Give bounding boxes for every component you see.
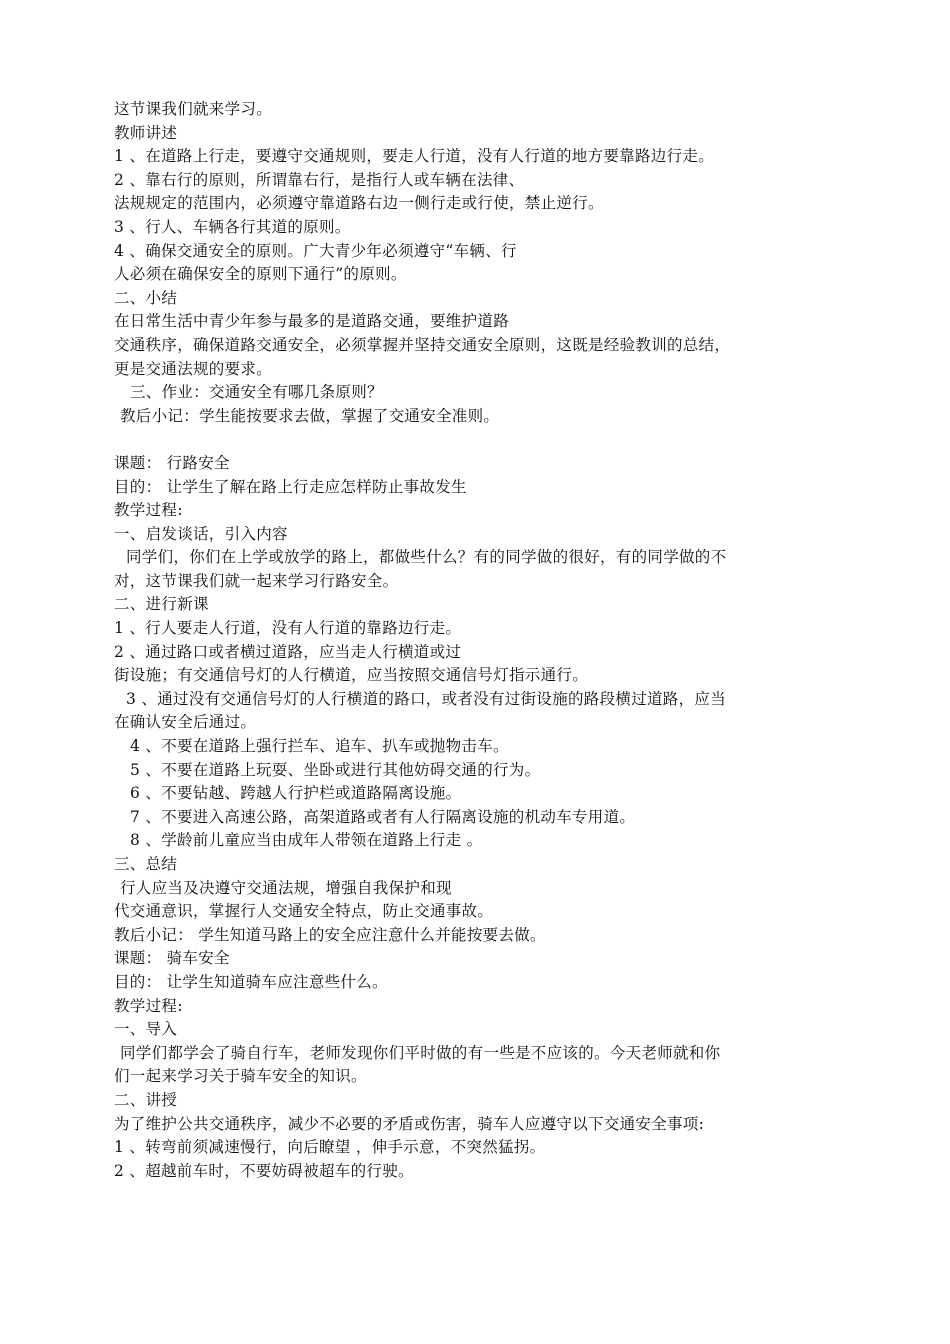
- lesson-goal: 目的： 让学生了解在路上行走应怎样防止事故发生: [114, 477, 467, 496]
- text-line: 代交通意识，掌握行人交通安全特点，防止交通事故。: [114, 902, 494, 921]
- section-heading: 教学过程:: [114, 996, 183, 1015]
- text-line: 4 、不要在道路上强行拦车、追车、扒车或抛物击车。: [130, 737, 509, 756]
- text-line: 人必须在确保安全的原则下通行”的原则。: [114, 265, 407, 284]
- section-heading: 教师讲述: [114, 123, 178, 142]
- blank-line: [114, 428, 838, 452]
- section-heading: 一、导入: [114, 1020, 178, 1039]
- text-line: 7 、不要进入高速公路，高架道路或者有人行隔离设施的机动车专用道。: [130, 807, 636, 826]
- text-line: 1 、在道路上行走，要遵守交通规则，要走人行道，没有人行道的地方要靠路边行走。: [114, 147, 714, 166]
- lesson-title: 课题： 行路安全: [114, 453, 230, 472]
- text-line: 8 、学龄前儿童应当由成年人带领在道路上行走 。: [130, 831, 483, 850]
- text-line: 为了维护公共交通秩序，减少不必要的矛盾或伤害，骑车人应遵守以下交通安全事项:: [114, 1114, 705, 1133]
- document-page: [114, 98, 838, 1183]
- text-line: 3 、行人、车辆各行其道的原则。: [114, 217, 351, 236]
- text-line: 2 、靠右行的原则，所谓靠右行，是指行人或车辆在法律、: [114, 170, 525, 189]
- section-heading: 二、小结: [114, 288, 178, 307]
- text-line: 1 、行人要走人行道，没有人行道的靠路边行走。: [114, 619, 462, 638]
- section-heading: 三、作业：交通安全有哪几条原则？: [130, 383, 383, 402]
- section-heading: 教学过程:: [114, 501, 183, 520]
- text-line: 更是交通法规的要求。: [114, 359, 273, 378]
- text-line: 行人应当及决遵守交通法规，增强自我保护和现: [120, 878, 452, 897]
- text-line: 6 、不要钻越、跨越人行护栏或道路隔离设施。: [130, 784, 462, 803]
- text-line: 在日常生活中青少年参与最多的是道路交通，要维护道路: [114, 312, 510, 331]
- text-line: 法规规定的范围内，必须遵守靠道路右边一侧行走或行使，禁止逆行。: [114, 194, 604, 213]
- text-line: 1 、转弯前须减速慢行，向后瞭望 ，伸手示意，不突然猛拐。: [114, 1138, 546, 1157]
- text-line: 教后小记： 学生知道马路上的安全应注意什么并能按要去做。: [114, 925, 546, 944]
- text-line: 们一起来学习关于骑车安全的知识。: [114, 1067, 367, 1086]
- text-line: 街设施；有交通信号灯的人行横道，应当按照交通信号灯指示通行。: [114, 666, 589, 685]
- section-heading: 三、总结: [114, 855, 178, 873]
- section-heading: 一、启发谈话，引入内容: [114, 524, 288, 543]
- text-line: 2 、超越前车时，不要妨碍被超车的行驶。: [114, 1161, 414, 1180]
- lesson-goal: 目的： 让学生知道骑车应注意些什么。: [114, 972, 388, 991]
- text-line: 5 、不要在道路上玩耍、坐卧或进行其他妨碍交通的行为。: [130, 760, 541, 779]
- text-line: 对，这节课我们就一起来学习行路安全。: [114, 571, 399, 590]
- text-line: 3 、通过没有交通信号灯的人行横道的路口，或者没有过街设施的路段横过道路，应当: [126, 689, 726, 708]
- text-line: 同学们，你们在上学或放学的路上，都做些什么？有的同学做的很好，有的同学做的不: [126, 548, 727, 567]
- text-line: 4 、确保交通安全的原则。广大青少年必须遵守“车辆、行: [114, 241, 517, 260]
- section-heading: 二、讲授: [114, 1090, 178, 1109]
- text-line: 这节课我们就来学习。: [114, 100, 273, 118]
- text-line: 交通秩序，确保道路交通安全，必须掌握并坚持交通安全原则，这既是经验教训的总结，: [114, 335, 731, 354]
- text-line: 同学们都学会了骑自行车，老师发现你们平时做的有一些是不应该的。今天老师就和你: [120, 1043, 721, 1062]
- section-heading: 二、进行新课: [114, 595, 209, 614]
- lesson-title: 课题： 骑车安全: [114, 949, 230, 968]
- text-line: 2 、通过路口或者横过道路，应当走人行横道或过: [114, 642, 462, 661]
- text-line: 教后小记：学生能按要求去做，掌握了交通安全准则。: [120, 406, 500, 425]
- text-line: 在确认安全后通过。: [114, 713, 257, 732]
